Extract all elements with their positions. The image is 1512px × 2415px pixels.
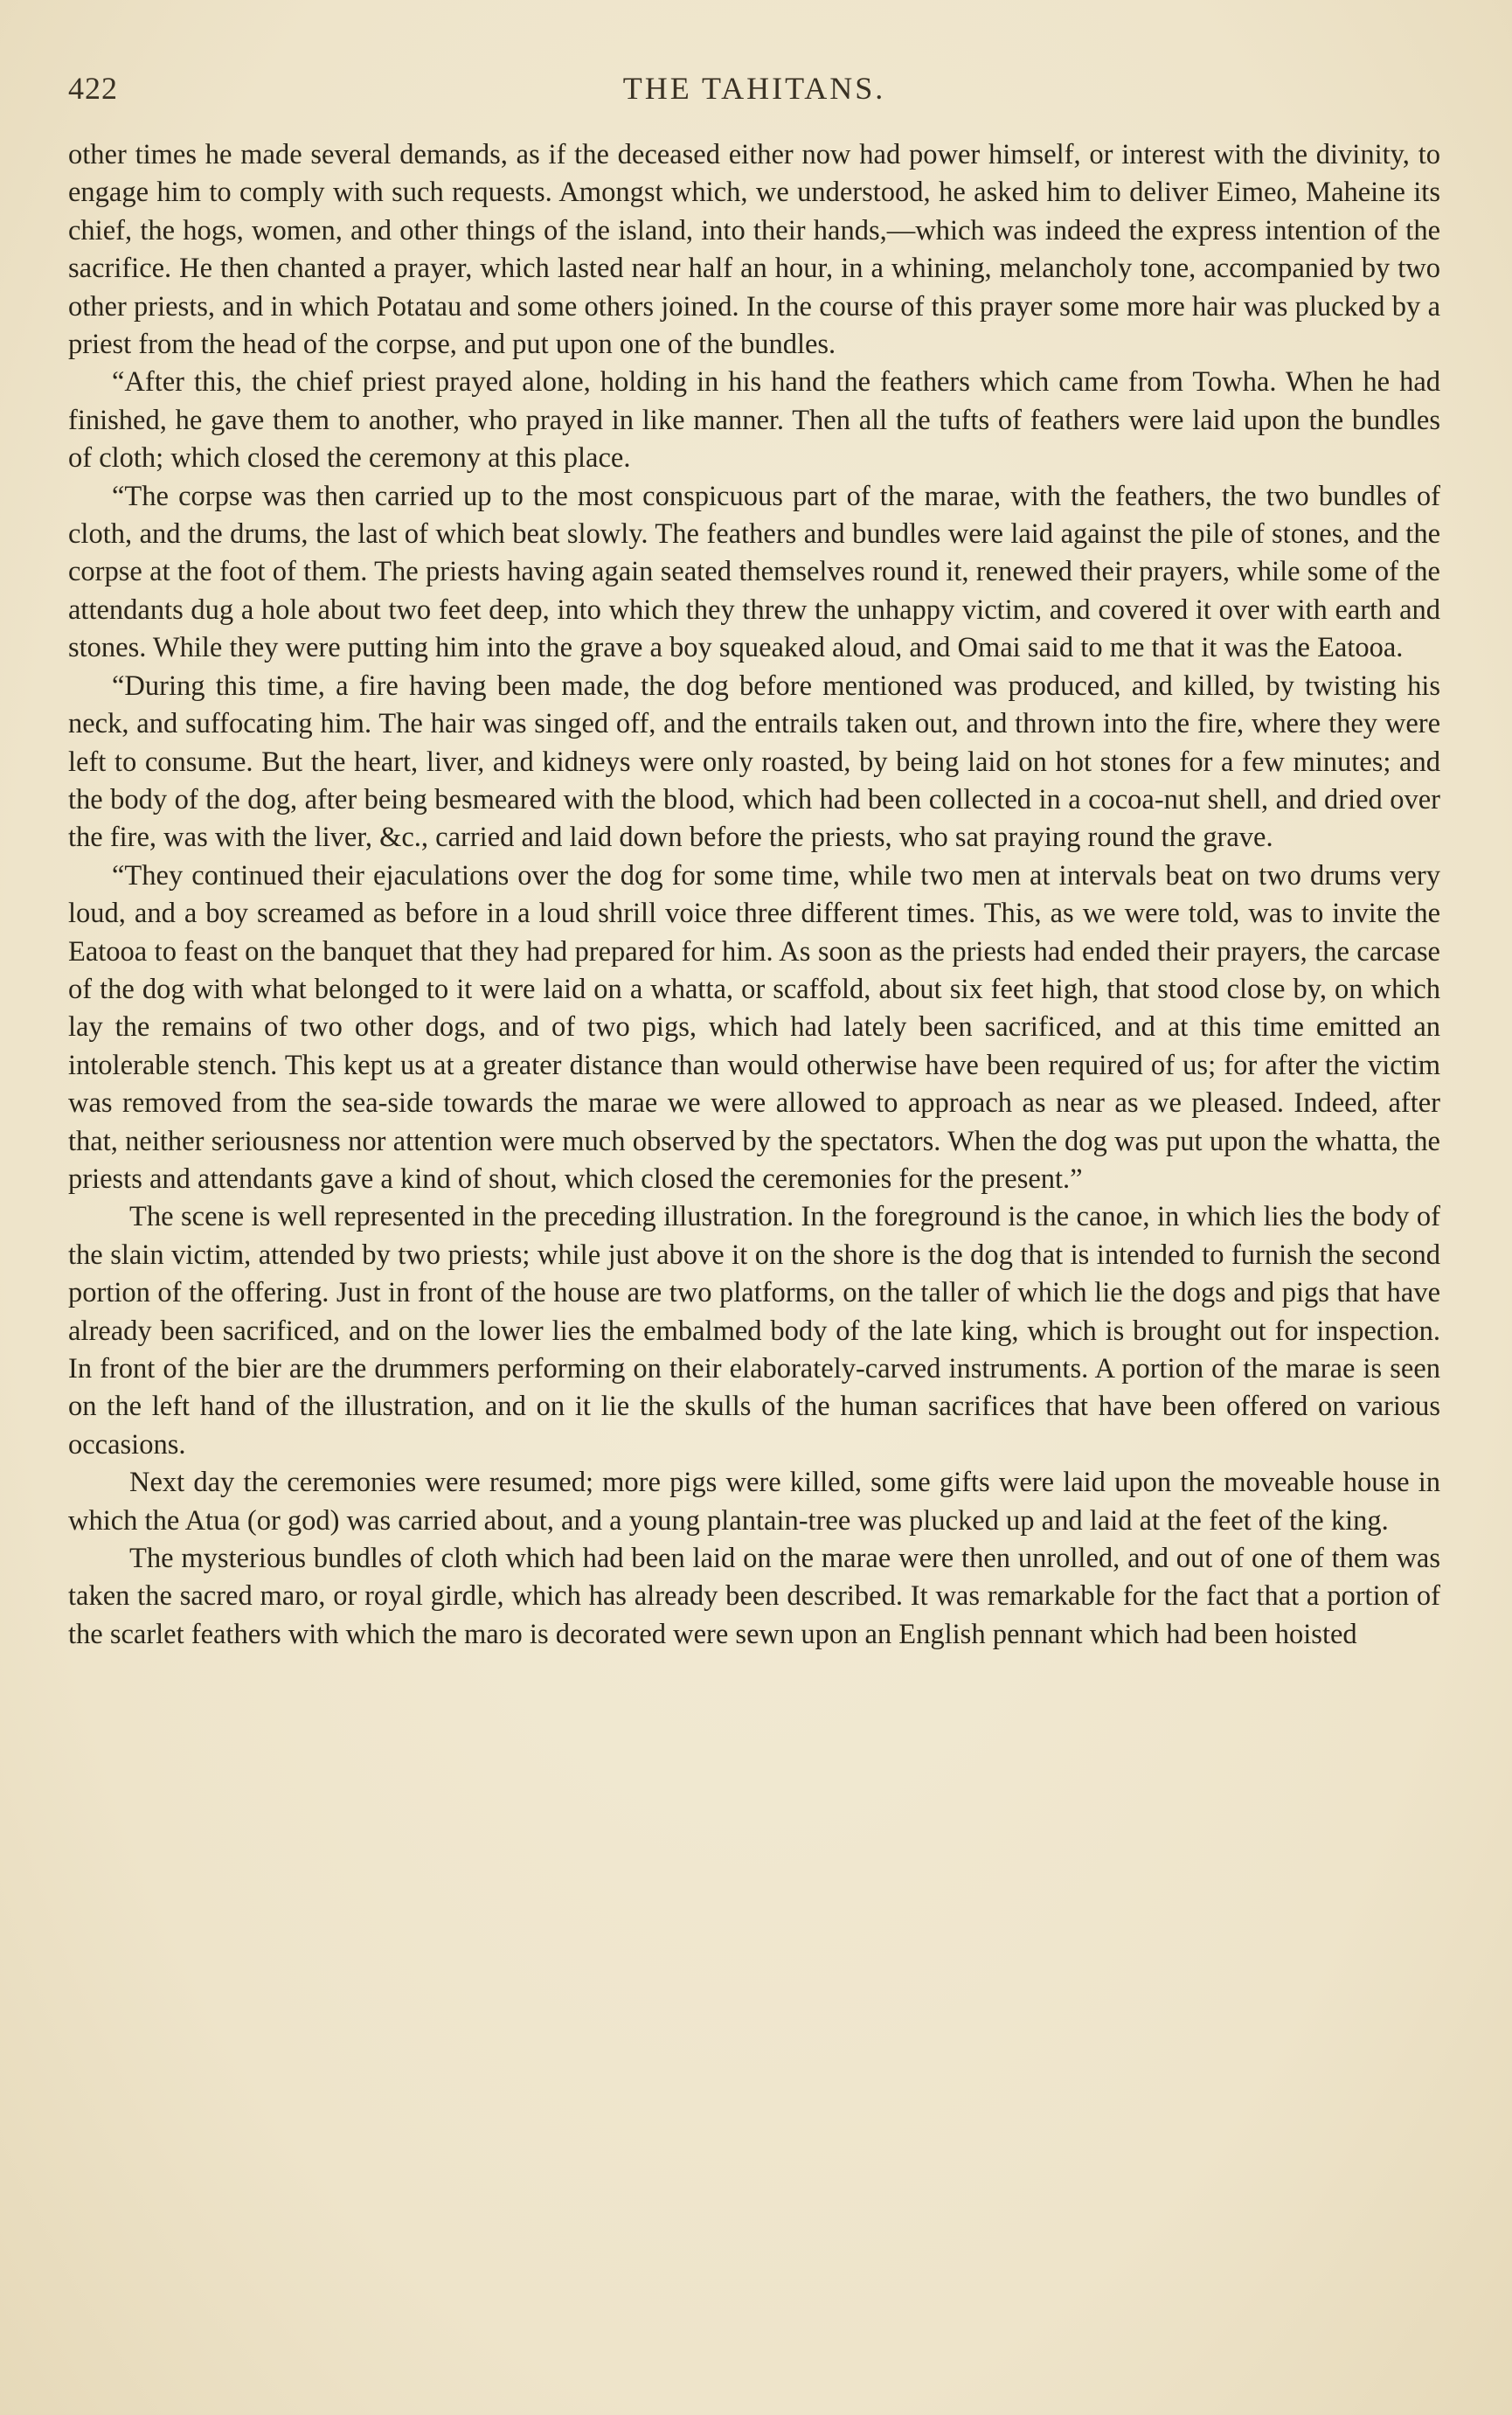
running-head: THE TAHITANS.	[622, 71, 886, 106]
body-text	[68, 136, 1440, 1654]
paragraph-quote: “They continued their ejaculations over the dog for some time, while two men at intervals beat on two drums very loud, and a boy screamed as before in a loud shrill voice three different times. This, as we were told, was to invite the Eatooa to feast on the banquet that they had prepared for him. As soon as the priests had ended their prayers, the carcase of the dog with what belonged to it were laid on a whatta, or scaffold, about six feet high, that stood close by, on which lay the remains of two other dogs, and of two pigs, which had lately been sacrificed, and at this time emitted an intolerable stench. This kept us at a greater distance than would otherwise have been required of us; for after the victim was removed from the sea-side towards the marae we were allowed to approach as near as we pleased. Indeed, after that, neither seriousness nor attention were much observed by the spectators. When the dog was put upon the whatta, the priests and attendants gave a kind of shout, which closed the ceremonies for the present.”	[68, 859, 1440, 1195]
paragraph: The scene is well represented in the preceding illustration. In the foreground is the canoe, in which lies the body of the slain victim, attended by two priests; while just above it on the shore is the dog that is intended to furnish the second portion of the offering. Just in front of the house are two platforms, on the taller of which lie the dogs and pigs that have already been sacrificed, and on the lower lies the embalmed body of the late king, which is brought out for inspection. In front of the bier are the drummers performing on their elaborately-carved instruments. A portion of the marae is seen on the left hand of the illustration, and on it lie the skulls of the human sacrifices that have been offered on various occasions.	[68, 1201, 1440, 1461]
page-number: 422	[68, 71, 118, 106]
paragraph: Next day the ceremonies were resumed; more pigs were killed, some gifts were laid upon the moveable house in which the Atua (or god) was carried about, and a young plantain-tree was plucked up and laid at the feet of the king.	[68, 1467, 1440, 1537]
page-header	[68, 63, 1440, 115]
paragraph-quote: “The corpse was then carried up to the most conspicuous part of the marae, with the feathers, the two bundles of cloth, and the drums, the last of which beat slowly. The feathers and bundles were laid against the pile of stones, and the corpse at the foot of them. The priests having again seated themselves round it, renewed their prayers, while some of the attendants dug a hole about two feet deep, into which they threw the unhappy victim, and covered it over with earth and stones. While they were putting him into the grave a boy squeaked aloud, and Omai said to me that it was the Eatooa.	[68, 480, 1440, 664]
paragraph: The mysterious bundles of cloth which had been laid on the marae were then unrolled, and out of one of them was taken the sacred maro, or royal girdle, which has already been described. It was remarkable for the fact that a portion of the scarlet feathers with which the maro is decorated were sewn upon an English pennant which had been hoisted	[68, 1543, 1440, 1650]
paragraph-quote: “After this, the chief priest prayed alone, holding in his hand the feathers which came from Towha. When he had finished, he gave them to another, who prayed in like manner. Then all the tufts of feathers were laid upon the bundles of cloth; which closed the ceremony at this place.	[68, 366, 1440, 475]
paragraph-quote: “During this time, a fire having been made, the dog before mentioned was produced, and killed, by twisting his neck, and suffocating him. The hair was singed off, and the entrails taken out, and thrown into the fire, where they were left to consume. But the heart, liver, and kidneys were only roasted, by being laid on hot stones for a few minutes; and the body of the dog, after being besmeared with the blood, which had been collected in a cocoa-nut shell, and dried over the fire, was with the liver, &c., carried and laid down before the priests, who sat praying round the grave.	[68, 670, 1440, 854]
paragraph-continuation: other times he made several demands, as if the deceased either now had power himself, or interest with the divinity, to engage him to comply with such requests. Amongst which, we understood, he asked him to deliver Eimeo, Maheine its chief, the hogs, women, and other things of the island, into their hands,—which was indeed the express intention of the sacrifice. He then chanted a prayer, which lasted near half an hour, in a whining, melancholy tone, accompanied by two other priests, and in which Potatau and some others joined. In the course of this prayer some more hair was plucked by a priest from the head of the corpse, and put upon one of the bundles.	[68, 139, 1440, 361]
